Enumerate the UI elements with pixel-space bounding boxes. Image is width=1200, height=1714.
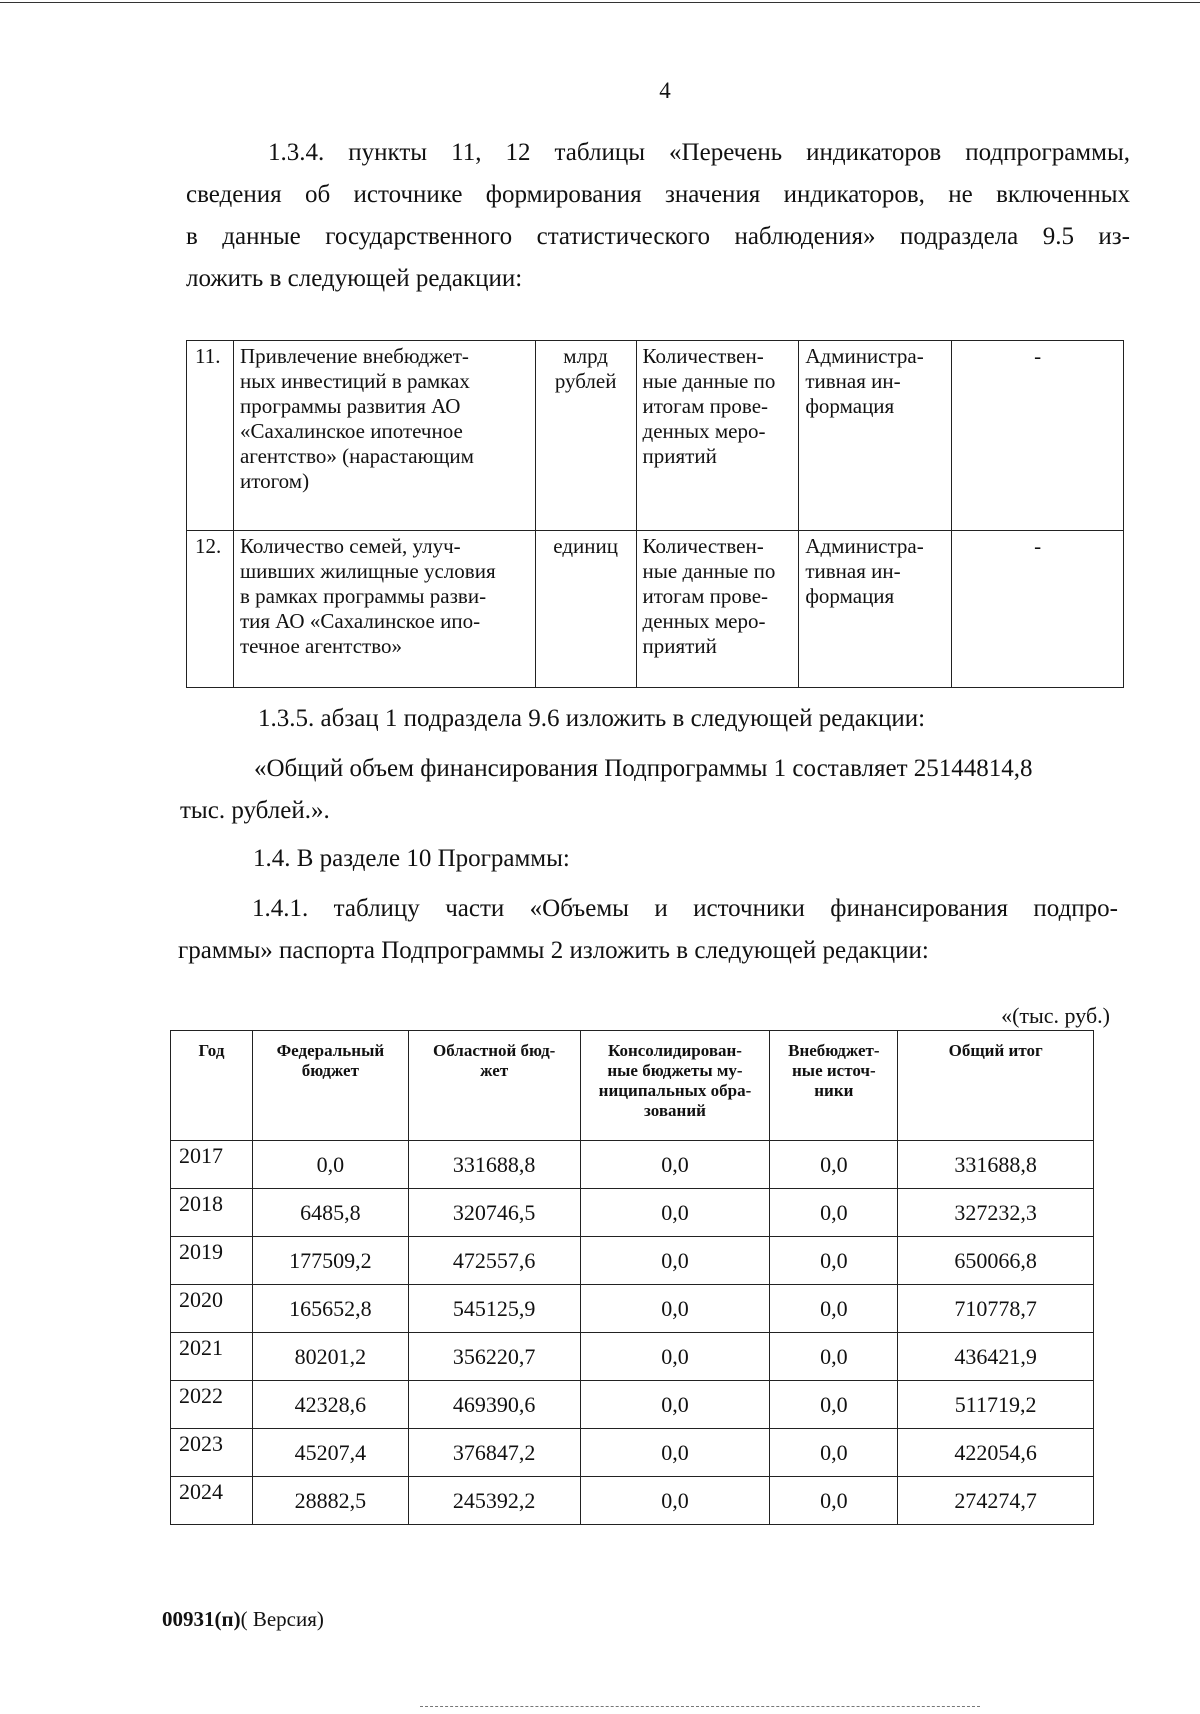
cell-line: денных меро- bbox=[642, 419, 766, 443]
cell-municipal: 0,0 bbox=[580, 1285, 770, 1333]
cell-line: приятий bbox=[642, 634, 717, 658]
cell-regional: 376847,2 bbox=[408, 1429, 580, 1477]
funding-table bbox=[170, 1030, 1094, 1525]
cell-total: 511719,2 bbox=[898, 1381, 1094, 1429]
cell-line: Администра- bbox=[805, 534, 924, 558]
cell-line: единиц bbox=[553, 534, 618, 558]
cell-total: 710778,7 bbox=[898, 1285, 1094, 1333]
cell-year: 2019 bbox=[171, 1237, 253, 1285]
cell-line: агентство» (нарастающим bbox=[239, 444, 474, 468]
row-number: 11. bbox=[187, 341, 234, 531]
cell-line: «Сахалинское ипотечное bbox=[239, 419, 463, 443]
header-line: Внебюджет- bbox=[788, 1041, 880, 1060]
indicator-unit bbox=[535, 341, 636, 531]
cell-year: 2021 bbox=[171, 1333, 253, 1381]
cell-municipal: 0,0 bbox=[580, 1333, 770, 1381]
header-line: Год bbox=[198, 1041, 225, 1060]
cell-line: течное агентство» bbox=[239, 634, 402, 658]
cell-total: 327232,3 bbox=[898, 1189, 1094, 1237]
cell-municipal: 0,0 bbox=[580, 1477, 770, 1525]
table-row bbox=[187, 341, 1124, 531]
column-header-municipal bbox=[580, 1031, 770, 1141]
table-row bbox=[171, 1237, 1094, 1285]
bottom-rule bbox=[420, 1706, 980, 1707]
cell-line: Привлечение внебюджет- bbox=[239, 344, 469, 368]
cell-federal: 0,0 bbox=[252, 1141, 408, 1189]
table-row bbox=[171, 1477, 1094, 1525]
cell-line: итогам прове- bbox=[642, 584, 769, 608]
column-header-total bbox=[898, 1031, 1094, 1141]
cell-municipal: 0,0 bbox=[580, 1381, 770, 1429]
cell-year: 2023 bbox=[171, 1429, 253, 1477]
paragraph-line: в данные государственного статистического наблюдения» подраздела 9.5 из- bbox=[186, 223, 1130, 250]
cell-line: рублей bbox=[554, 369, 617, 393]
indicator-extra: - bbox=[952, 341, 1124, 531]
column-header-extra bbox=[770, 1031, 898, 1141]
cell-line: тия АО «Сахалинское ипо- bbox=[239, 609, 481, 633]
indicator-name bbox=[233, 341, 535, 531]
cell-line: программы развития АО bbox=[239, 394, 461, 418]
paragraph-line: «Общий объем финансирования Подпрограммы 1 составляет 25144814,8 bbox=[254, 755, 1033, 782]
column-header-federal bbox=[252, 1031, 408, 1141]
cell-federal: 177509,2 bbox=[252, 1237, 408, 1285]
table-row bbox=[171, 1333, 1094, 1381]
cell-extra: 0,0 bbox=[770, 1237, 898, 1285]
cell-line: Количествен- bbox=[642, 344, 764, 368]
indicator-unit bbox=[535, 531, 636, 688]
paragraph-1-4-1 bbox=[178, 888, 1118, 972]
paragraph-line: тыс. рублей.». bbox=[180, 797, 330, 824]
cell-municipal: 0,0 bbox=[580, 1141, 770, 1189]
cell-extra: 0,0 bbox=[770, 1477, 898, 1525]
cell-federal: 42328,6 bbox=[252, 1381, 408, 1429]
cell-extra: 0,0 bbox=[770, 1381, 898, 1429]
cell-year: 2024 bbox=[171, 1477, 253, 1525]
cell-federal: 165652,8 bbox=[252, 1285, 408, 1333]
cell-federal: 45207,4 bbox=[252, 1429, 408, 1477]
cell-federal: 6485,8 bbox=[252, 1189, 408, 1237]
header-line: ниципальных обра- bbox=[598, 1081, 752, 1100]
cell-regional: 545125,9 bbox=[408, 1285, 580, 1333]
cell-line: млрд bbox=[563, 344, 608, 368]
cell-line: приятий bbox=[642, 444, 717, 468]
cell-extra: 0,0 bbox=[770, 1333, 898, 1381]
footer-document-code bbox=[162, 1607, 324, 1632]
column-header-regional bbox=[408, 1031, 580, 1141]
cell-line: итогом) bbox=[239, 469, 310, 493]
row-number: 12. bbox=[187, 531, 234, 688]
cell-regional: 331688,8 bbox=[408, 1141, 580, 1189]
cell-line: Количество семей, улуч- bbox=[239, 534, 461, 558]
cell-line: ные данные по bbox=[642, 559, 776, 583]
header-line: Федеральный bbox=[276, 1041, 385, 1060]
cell-total: 650066,8 bbox=[898, 1237, 1094, 1285]
cell-line: ных инвестиций в рамках bbox=[239, 369, 470, 393]
header-line: ные источ- bbox=[792, 1061, 876, 1080]
cell-federal: 28882,5 bbox=[252, 1477, 408, 1525]
indicator-source bbox=[636, 531, 799, 688]
cell-year: 2022 bbox=[171, 1381, 253, 1429]
cell-regional: 469390,6 bbox=[408, 1381, 580, 1429]
cell-line: денных меро- bbox=[642, 609, 766, 633]
paragraph-line: сведения об источнике формирования значения индикаторов, не включенных bbox=[186, 181, 1130, 208]
cell-line: шивших жилищные условия bbox=[239, 559, 496, 583]
header-line: ники bbox=[814, 1081, 854, 1100]
column-header-year bbox=[171, 1031, 253, 1141]
cell-total: 274274,7 bbox=[898, 1477, 1094, 1525]
paragraph-line: ложить в следующей редакции: bbox=[186, 265, 523, 292]
cell-year: 2017 bbox=[171, 1141, 253, 1189]
indicator-info bbox=[799, 531, 952, 688]
table-row bbox=[171, 1429, 1094, 1477]
cell-federal: 80201,2 bbox=[252, 1333, 408, 1381]
cell-line: тивная ин- bbox=[805, 369, 901, 393]
cell-regional: 472557,6 bbox=[408, 1237, 580, 1285]
paragraph-line: граммы» паспорта Подпрограммы 2 изложить в следующей редакции: bbox=[178, 937, 929, 964]
table-row bbox=[171, 1381, 1094, 1429]
header-line: бюджет bbox=[301, 1061, 359, 1080]
cell-line: формация bbox=[805, 394, 895, 418]
funding-table-body bbox=[171, 1141, 1094, 1525]
cell-regional: 356220,7 bbox=[408, 1333, 580, 1381]
top-rule bbox=[0, 2, 1200, 3]
cell-municipal: 0,0 bbox=[580, 1237, 770, 1285]
cell-extra: 0,0 bbox=[770, 1429, 898, 1477]
cell-municipal: 0,0 bbox=[580, 1189, 770, 1237]
paragraph-1-3-5 bbox=[258, 698, 925, 740]
cell-line: ные данные по bbox=[642, 369, 776, 393]
indicator-info bbox=[799, 341, 952, 531]
cell-regional: 320746,5 bbox=[408, 1189, 580, 1237]
cell-year: 2020 bbox=[171, 1285, 253, 1333]
cell-line: формация bbox=[805, 584, 895, 608]
document-version: ( Версия) bbox=[240, 1607, 324, 1631]
header-line: ные бюджеты му- bbox=[607, 1061, 743, 1080]
table-row bbox=[171, 1141, 1094, 1189]
indicator-extra: - bbox=[952, 531, 1124, 688]
cell-regional: 245392,2 bbox=[408, 1477, 580, 1525]
cell-line: в рамках программы разви- bbox=[239, 584, 487, 608]
cell-total: 331688,8 bbox=[898, 1141, 1094, 1189]
table-row bbox=[171, 1189, 1094, 1237]
cell-line: тивная ин- bbox=[805, 559, 901, 583]
paragraph-1-4 bbox=[253, 838, 570, 880]
cell-total: 422054,6 bbox=[898, 1429, 1094, 1477]
cell-extra: 0,0 bbox=[770, 1141, 898, 1189]
cell-year: 2018 bbox=[171, 1189, 253, 1237]
header-line: Общий итог bbox=[948, 1041, 1043, 1060]
header-line: Консолидирован- bbox=[607, 1041, 742, 1060]
table-header-row bbox=[171, 1031, 1094, 1141]
cell-line: Количествен- bbox=[642, 534, 764, 558]
header-line: Областной бюд- bbox=[432, 1041, 556, 1060]
indicators-table bbox=[186, 340, 1124, 688]
header-line: зований bbox=[644, 1101, 706, 1120]
page-number: 4 bbox=[659, 78, 671, 103]
paragraph-total-funding bbox=[180, 748, 1124, 832]
paragraph-1-3-4 bbox=[186, 132, 1130, 300]
indicator-name bbox=[233, 531, 535, 688]
table-row bbox=[187, 531, 1124, 688]
cell-total: 436421,9 bbox=[898, 1333, 1094, 1381]
unit-note: «(тыс. руб.) bbox=[1001, 1003, 1110, 1028]
paragraph-line: 1.4.1. таблицу части «Объемы и источники финансирования подпро- bbox=[252, 895, 1118, 922]
paragraph-line: 1.3.5. абзац 1 подраздела 9.6 изложить в следующей редакции: bbox=[258, 705, 926, 732]
paragraph-line: 1.4. В разделе 10 Программы: bbox=[253, 845, 570, 872]
paragraph-line: 1.3.4. пункты 11, 12 таблицы «Перечень индикаторов подпрограммы, bbox=[268, 139, 1130, 166]
cell-line: итогам прове- bbox=[642, 394, 769, 418]
cell-extra: 0,0 bbox=[770, 1189, 898, 1237]
header-line: жет bbox=[480, 1061, 509, 1080]
document-code: 00931(п) bbox=[162, 1607, 241, 1631]
cell-municipal: 0,0 bbox=[580, 1429, 770, 1477]
cell-extra: 0,0 bbox=[770, 1285, 898, 1333]
cell-line: Администра- bbox=[805, 344, 924, 368]
table-row bbox=[171, 1285, 1094, 1333]
indicator-source bbox=[636, 341, 799, 531]
